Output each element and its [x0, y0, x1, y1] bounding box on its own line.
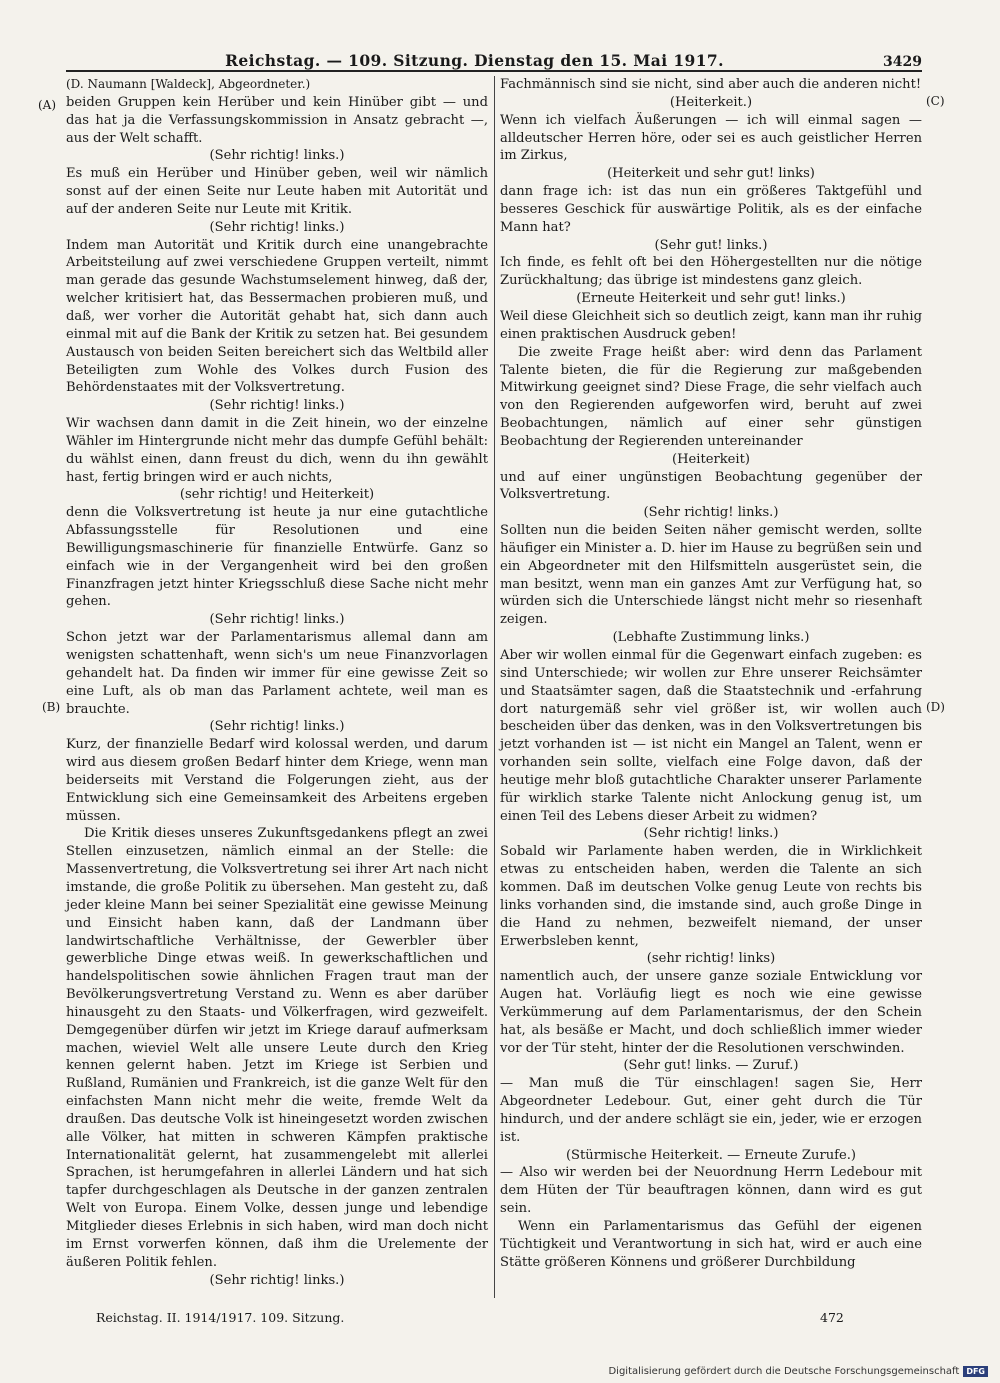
interjection: (Sehr richtig! links.)	[209, 148, 345, 164]
interjection: (Lebhafte Zustimmung links.)	[612, 630, 810, 646]
interjection: (Erneute Heiterkeit und sehr gut! links.)	[576, 291, 846, 307]
margin-marker-a: (A)	[38, 98, 57, 112]
speaker-line: (D. Naumann [Waldeck], Abgeordneter.)	[66, 77, 311, 91]
interjection: (Sehr richtig! links.)	[209, 398, 345, 414]
interjection: (Sehr gut! links.)	[654, 237, 768, 253]
paragraph: Die zweite Frage heißt aber: wird denn das Parlament Talente bieten, die für die Regierung zur maßgebenden Mitwirkung geeignet sind? Diese Frage, die sehr vielfach auch von den Regierenden aufgeworfen wird, beruht auf zwei Beobachtungen, nämlich auf einer sehr günstigen Beobachtung der Regierenden untereinander	[500, 344, 922, 449]
footer-session: Reichstag. II. 1914/1917. 109. Sitzung.	[96, 1310, 345, 1325]
right-column	[500, 76, 922, 1272]
header-page-number: 3429	[883, 54, 922, 70]
paragraph: Weil diese Gleichheit sich so deutlich zeigt, kann man ihr ruhig einen praktischen Ausdruck geben!	[500, 308, 922, 342]
left-column	[66, 76, 488, 1289]
interjection: (Heiterkeit und sehr gut! links)	[607, 166, 815, 182]
paragraph: Sollten nun die beiden Seiten näher gemischt werden, sollte häufiger ein Minister a. D. hier im Hause zu begrüßen sein und ein Abgeordneter mit den Hilfsmitteln ausgerüstet sein, die man besitzt, wenn man ein ganzes Amt zur Verfügung hat, so würden sich die Unterschiede längst nicht mehr so riesenhaft zeigen.	[500, 523, 922, 628]
paragraph: Sobald wir Parlamente haben werden, die in Wirklichkeit etwas zu entscheiden haben, werden die Talente an sich kommen. Daß im deutschen Volke genug Leute von rechts bis links vorhanden sind, die imstande sind, auch große Dinge in die Hand zu nehmen, bezweifelt niemand, der unser Erwerbsleben kennt,	[500, 844, 922, 949]
interjection: (sehr richtig! links)	[646, 951, 776, 967]
credit-text: Digitalisierung gefördert durch die Deutsche Forschungsgemeinschaft	[608, 1366, 960, 1377]
paragraph: Wenn ein Parlamentarismus das Gefühl der eigenen Tüchtigkeit und Verantwortung in sich hat, wird er auch eine Stätte größeren Könnens und größerer Durchbildung	[500, 1219, 922, 1270]
paragraph: — Man muß die Tür einschlagen! sagen Sie, Herr Abgeordneter Ledebour. Gut, einer geht durch die Tür hindurch, und der andere schlägt sie ein, jeder, wie er erzogen ist.	[500, 1076, 922, 1145]
margin-marker-b: (B)	[42, 700, 61, 714]
paragraph: denn die Volksvertretung ist heute ja nur eine gutachtliche Abfassungsstelle für Resolutionen und eine Bewilligungsmaschinerie für finanzielle Entwürfe. Ganz so einfach wie in der Vergangenheit wird bei den großen Finanzfragen jetzt hinter Kriegsschluß diese Sache nicht mehr gehen.	[66, 505, 488, 610]
paragraph: Die Kritik dieses unseres Zukunftsgedankens pflegt an zwei Stellen einzusetzen, nämlich einmal an der Stelle: die Massenvertretung, die Volksvertretung sei ihrer Art nach nicht imstande, die große Politik zu übersehen. Man gesteht zu, daß jeder kleine Mann bei seiner Spezialität eine gewisse Meinung und Einsicht haben kann, daß der Landmann über landwirtschaftliche Verhältnisse, der Gewerbler über gewerbliche Dinge etwas weiß. In gewerkschaftlichen und handelspolitischen sowie ähnlichen Fragen traut man der Bevölkerungsvertretung Verstand zu. Wenn es aber darüber hinausgeht zu den Staats- und Völkerfragen, wird gezweifelt. Demgegenüber dürfen wir jetzt im Kriege darauf aufmerksam machen, wieviel Welt alle unsere Leute durch den Krieg kennen gelernt haben. Jetzt im Kriege ist Serbien und Rußland, Rumänien und Frankreich, ist die ganze Welt für den einfachsten Mann nicht mehr die weite, fremde Welt da draußen. Das deutsche Volk ist hineingesetzt worden zwischen alle Völker, hat mitten in schweren Kämpfen praktische Internationalität gelernt, hat zusammengelebt mit allerlei Sprachen, ist herumgefahren in allerlei Ländern und hat sich tapfer durchgeschlagen als Deutsche in der ganzen zentralen Welt von Europa. Einem Volke, dessen junge und lebendige Mitglieder dieses Erlebnis in sich haben, wird man doch nicht im Ernst vorwerfen können, daß ihm die Urelemente der äußeren Politik fehlen.	[66, 826, 488, 1270]
paragraph: und auf einer ungünstigen Beobachtung gegenüber der Volksvertretung.	[500, 469, 922, 503]
paragraph: Schon jetzt war der Parlamentarismus allemal dann am wenigsten schattenhaft, wenn sich's um neue Finanzvorlagen gehandelt hat. Da finden wir immer für eine gewisse Zeit so eine Luft, als ob man das Parlament achtete, weil man es brauchte.	[66, 630, 488, 717]
interjection: (sehr richtig! und Heiterkeit)	[179, 487, 375, 503]
interjection: (Sehr richtig! links.)	[209, 1272, 345, 1288]
paragraph: Wenn ich vielfach Äußerungen — ich will einmal sagen — alldeutscher Herren höre, oder sei es auch geistlicher Herren im Zirkus,	[500, 112, 922, 164]
interjection: (Stürmische Heiterkeit. — Erneute Zurufe.)	[565, 1147, 857, 1163]
paragraph: Fachmännisch sind sie nicht, sind aber auch die anderen nicht!	[500, 77, 922, 92]
interjection: (Heiterkeit.)	[669, 94, 753, 110]
paragraph: Ich finde, es fehlt oft bei den Höhergestellten nur die nötige Zurückhaltung; das übrige ist mindestens ganz gleich.	[500, 255, 922, 289]
interjection: (Sehr richtig! links.)	[209, 612, 345, 628]
paragraph: Aber wir wollen einmal für die Gegenwart einfach zugeben: es sind Unterschiede; wir wollen zur Ehre unserer Reichsämter und Staatsämter sagen, daß die Staatstechnik und -erfahrung dort naturgemäß sehr viel größer ist, wir wollen auch bescheiden über das denken, was in den Volksvertretungen bis jetzt vorhanden ist — ist nicht ein Mangel an Talent, wenn er vorhanden sein sollte, vielfach eine Folge davon, daß der heutige mehr bloß gutachtliche Charakter unserer Parlamente für wirklich starke Talente nicht Anlockung genug ist, um einen Teil des Lebens dieser Arbeit zu widmen?	[500, 648, 922, 824]
paragraph: beiden Gruppen kein Herüber und kein Hinüber gibt — und das hat ja die Verfassungskommission in Ansatz gebracht —, aus der Welt schafft.	[66, 94, 488, 146]
paragraph: Es muß ein Herüber und Hinüber geben, weil wir nämlich sonst auf der einen Seite nur Leute haben mit Autorität und auf der anderen Seite nur Leute mit Kritik.	[66, 166, 488, 217]
digitization-credit	[608, 1366, 988, 1377]
header-title: Reichstag. — 109. Sitzung. Dienstag den 15. Mai 1917.	[225, 51, 724, 70]
page-header	[66, 44, 922, 72]
margin-marker-d: (D)	[926, 700, 945, 714]
interjection: (Sehr richtig! links.)	[643, 826, 779, 842]
interjection: (Sehr richtig! links.)	[209, 219, 345, 235]
interjection: (Sehr gut! links. — Zuruf.)	[623, 1058, 799, 1074]
paragraph: namentlich auch, der unsere ganze soziale Entwicklung vor Augen hat. Vorläufig liegt es noch wie eine gewisse Verkümmerung auf dem Parlamentarismus, der den Schein hat, als besäße er Macht, und doch schließlich immer wieder vor der Tür steht, hinter der die Resolutionen verschwinden.	[500, 969, 922, 1056]
column-divider	[494, 76, 495, 1298]
interjection: (Sehr richtig! links.)	[209, 719, 345, 735]
paragraph: Wir wachsen dann damit in die Zeit hinein, wo der einzelne Wähler im Hintergrunde nicht mehr das dumpfe Gefühl behält: du wählst einen, dann freust du dich, wenn du ihn gewählt hast, fertig bringen wird er auch nichts,	[66, 416, 488, 485]
dfg-logo-icon: DFG	[963, 1366, 988, 1377]
paragraph: dann frage ich: ist das nun ein größeres Taktgefühl und besseres Geschick für auswärtige Politik, als es der einfache Mann hat?	[500, 184, 922, 235]
margin-marker-c: (C)	[926, 94, 945, 108]
paragraph: Indem man Autorität und Kritik durch eine unangebrachte Arbeitsteilung auf zwei verschiedene Gruppen verteilt, nimmt man gerade das gesunde Wachstumselement hinweg, daß der, welcher kritisiert hat, das Bessermachen probieren muß, und daß, wer vorher die Autorität gehabt hat, sich dann auch einmal mit auf die Bank der Kritik zu setzen hat. Bei gesundem Austausch von beiden Seiten bereichert sich das Weltbild aller Beteiligten zum Wohle des Volkes durch Fusion des Behördenstaates mit der Volksvertretung.	[66, 237, 488, 396]
paragraph: — Also wir werden bei der Neuordnung Herrn Ledebour mit dem Hüten der Tür beauftragen können, dann wird es gut sein.	[500, 1165, 922, 1217]
paragraph: Kurz, der finanzielle Bedarf wird kolossal werden, und darum wird aus diesem großen Bedarf hinter dem Kriege, wenn man beiderseits mit Verstand die Folgerungen zieht, aus der Entwicklung sich eine Gemeinsamkeit des Arbeitens ergeben müssen.	[66, 737, 488, 824]
interjection: (Heiterkeit)	[672, 451, 750, 467]
footer-sheet-number: 472	[820, 1310, 844, 1325]
interjection: (Sehr richtig! links.)	[643, 505, 779, 521]
